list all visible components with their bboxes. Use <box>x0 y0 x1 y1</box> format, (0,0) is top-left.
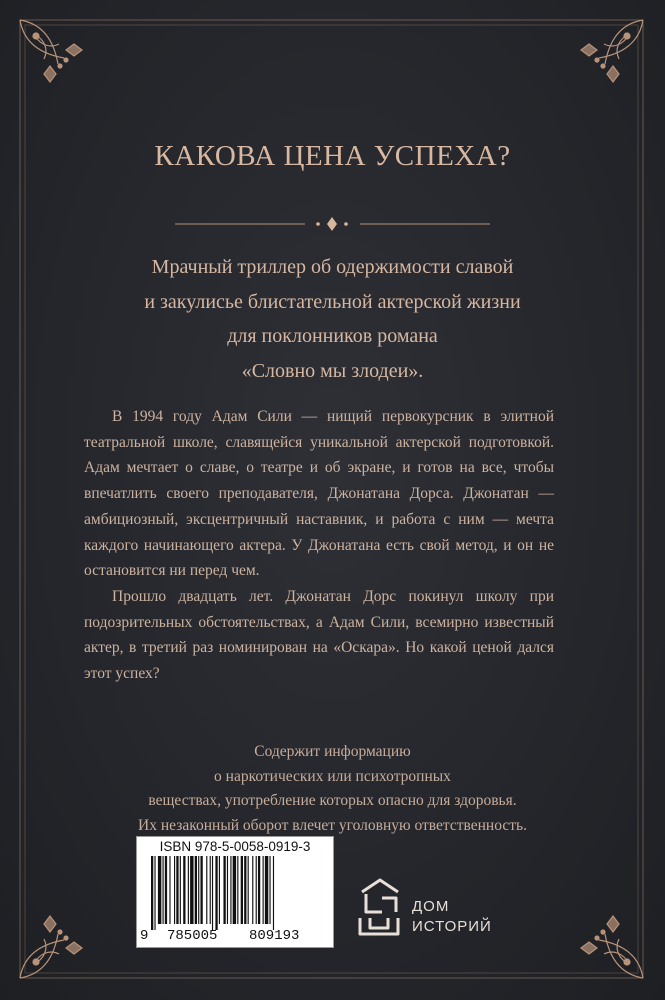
barcode-bar <box>265 856 268 924</box>
health-warning <box>70 740 595 838</box>
warning-line: Содержит информацию <box>254 743 411 760</box>
barcode-bar <box>151 856 153 930</box>
synopsis-paragraph: Прошло двадцать лет. Джонатан Дорс покинул школу при подозрительных обстоятельствах, а Адам Сили, всемирно известный актер, в третий раз номинирован на «Оскара». Но какой ценой дался этот успех? <box>84 587 554 683</box>
barcode-bar <box>241 856 243 924</box>
barcode-bar <box>215 856 217 930</box>
warning-line: Их незаконный оборот влечет уголовную ответственность. <box>138 816 527 834</box>
synopsis-paragraph: В 1994 году Адам Сили — нищий первокурсник в элитной театральной школе, славящейся уникальной актерской подготовкой. Адам мечтает о славе, о театре и об экране, и готов на все, чтобы впечатлить своего преподавателя, Джонатана Дорса. Джонатан — амбициозный, эксцентричный наставник, и работа с ним — мечта каждого начинающего актера. У Джонатана есть свой метод, и он не остановится ни перед чем. <box>84 408 554 580</box>
barcode-bar <box>183 856 185 924</box>
barcode-bar <box>230 856 231 924</box>
barcode-bar <box>198 856 199 924</box>
barcode-icon <box>149 856 321 930</box>
barcode-digit-first: 9 <box>140 928 149 944</box>
ornament-divider-icon <box>0 214 665 234</box>
barcode-bar <box>195 856 197 924</box>
barcode-bar <box>180 856 181 924</box>
house-logo-icon <box>352 868 412 948</box>
barcode-bar <box>219 856 220 924</box>
barcode-bar <box>244 856 246 924</box>
barcode-bar <box>263 856 264 924</box>
barcode-bar <box>154 856 155 930</box>
publisher-logo <box>352 868 522 948</box>
barcode-bar <box>227 856 228 924</box>
barcode-bar <box>165 856 167 924</box>
barcode-bar <box>256 856 257 924</box>
warning-line: о наркотических или психотропных <box>214 767 451 785</box>
barcode-bar <box>212 856 213 930</box>
lead-line: «Словно мы злодеи». <box>241 359 424 382</box>
lead-line: для поклонников романа <box>227 325 438 347</box>
barcode-bar <box>248 856 249 924</box>
barcode-bar <box>163 856 164 924</box>
barcode-bar <box>233 856 236 924</box>
synopsis <box>84 404 554 687</box>
barcode-bar <box>169 856 170 924</box>
barcode-bar <box>223 856 225 924</box>
isbn-text: ISBN 978-5-0058-0919-3 <box>159 839 311 854</box>
barcode-bar <box>158 856 161 924</box>
barcode-bar <box>273 856 274 930</box>
lead-line: и закулисье блистательной актерской жизни <box>144 290 521 313</box>
barcode-bar <box>210 856 211 924</box>
corner-flourish-icon <box>20 20 82 82</box>
barcode-digits-left: 785005 <box>167 928 218 944</box>
barcode-bar <box>237 856 238 924</box>
barcode-bar <box>206 856 207 924</box>
lead-line: Мрачный триллер об одержимости славой <box>151 256 514 278</box>
lead-text <box>60 250 605 388</box>
barcode-bar <box>258 856 260 924</box>
headline: КАКОВА ЦЕНА УСПЕХА? <box>154 140 511 172</box>
barcode-bar <box>200 856 202 924</box>
barcode-bar <box>188 856 189 924</box>
barcode-bar <box>190 856 193 924</box>
barcode-bar <box>176 856 178 924</box>
barcode-bar <box>174 856 175 924</box>
barcode-bar <box>252 856 253 924</box>
publisher-name-line1: ДОМ <box>412 898 450 915</box>
barcode-bar <box>269 856 270 924</box>
warning-line: веществах, употребление которых опасно для здоровья. <box>148 792 517 809</box>
barcode-digits-right: 809193 <box>249 928 300 944</box>
barcode-label <box>136 836 334 948</box>
publisher-name-line2: ИСТОРИЙ <box>412 918 492 935</box>
